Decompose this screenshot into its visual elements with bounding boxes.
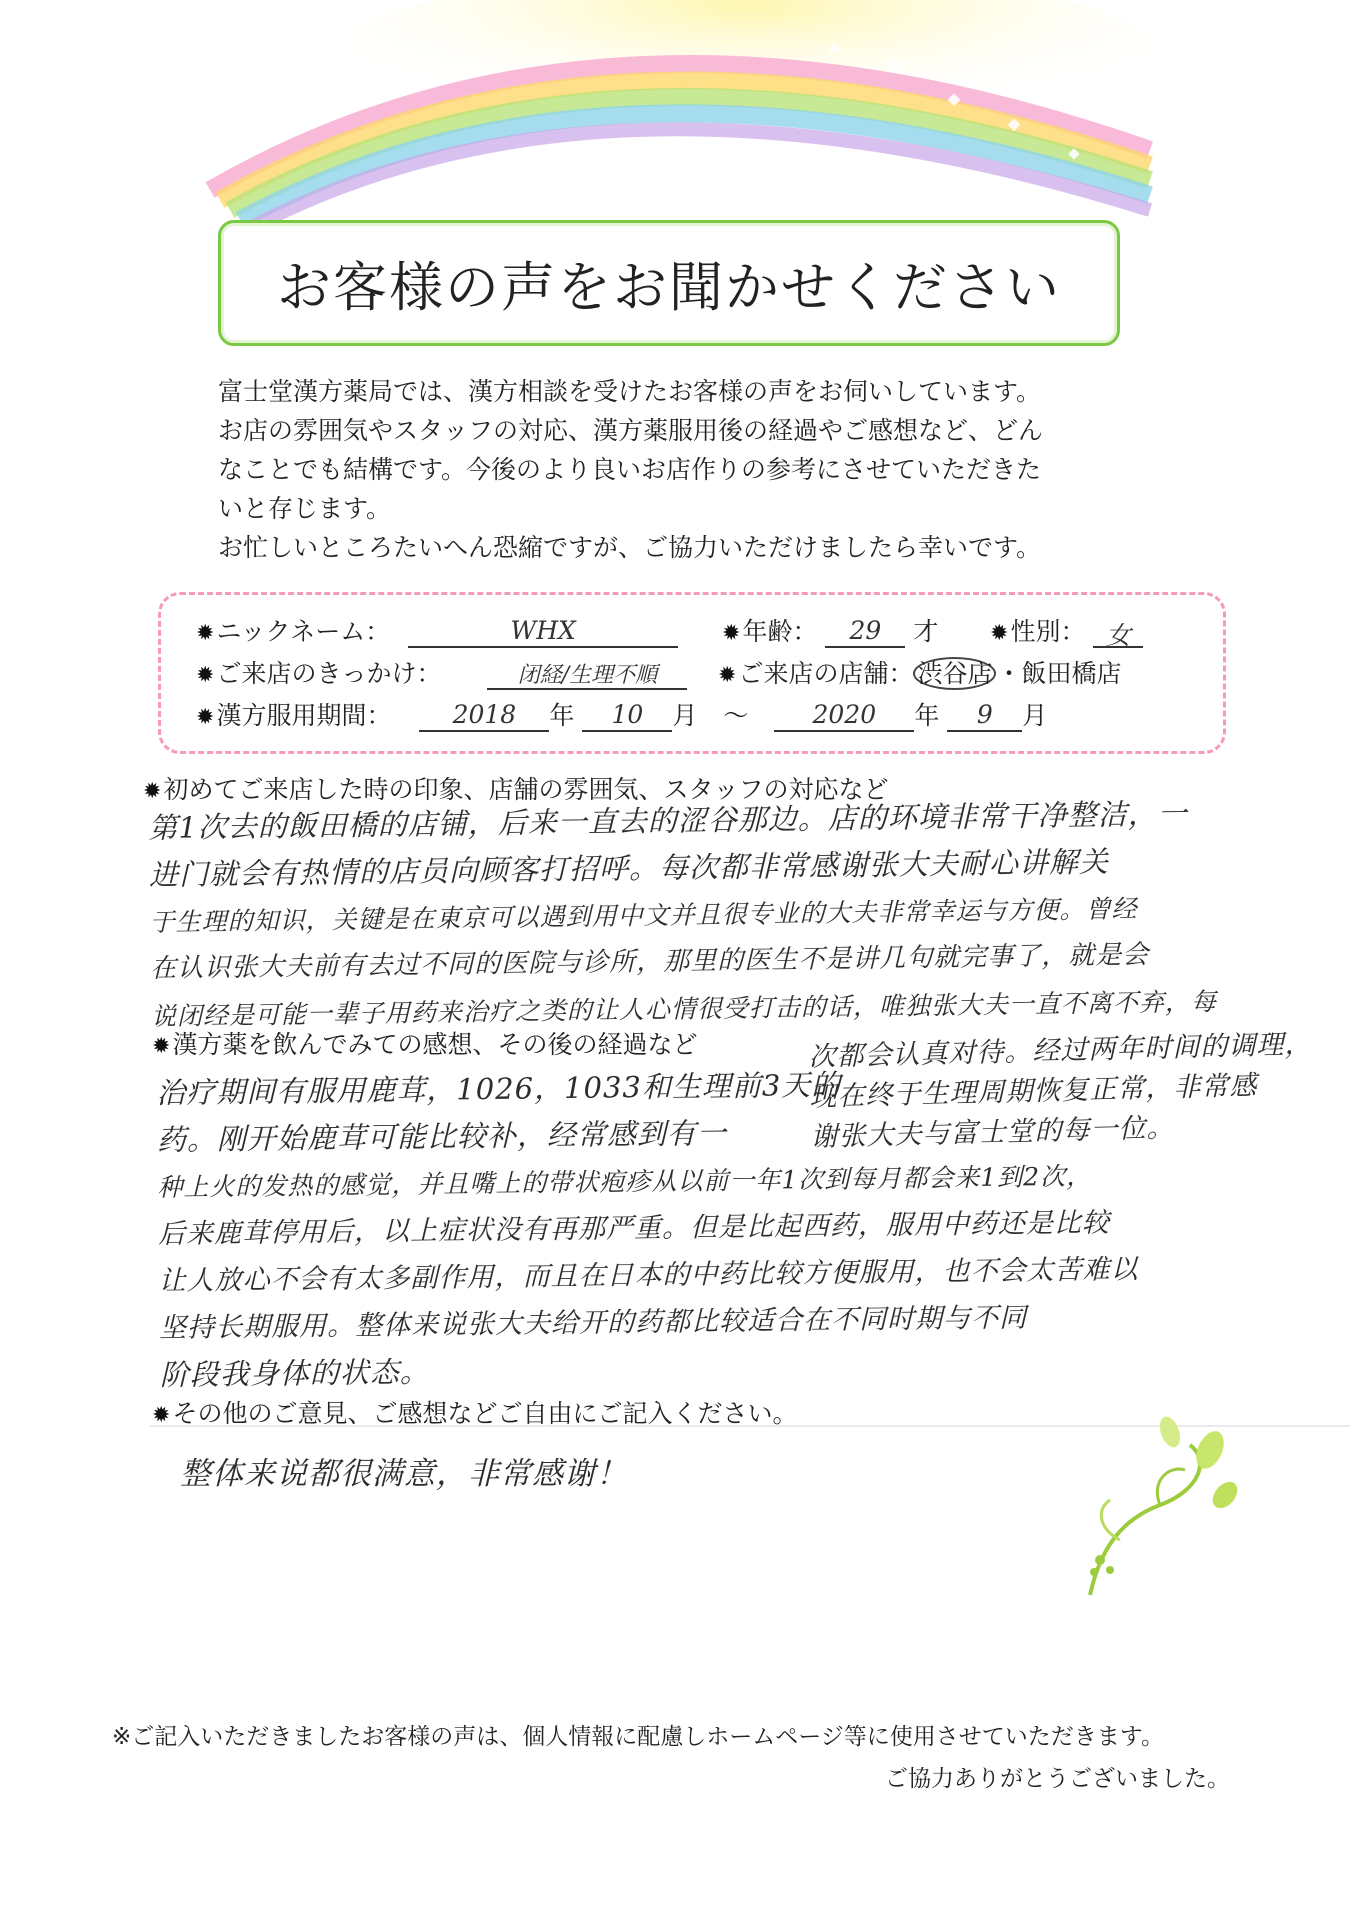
answer-line: 于生理的知识，关键是在東京可以遇到用中文并且很专业的大夫非常幸运与方便。曾经: [149, 894, 1138, 937]
store-option-iidabashi[interactable]: 飯田橋店: [1021, 659, 1122, 688]
end-month-field[interactable]: 9: [947, 700, 1022, 732]
footer-thanks: ご協力ありがとうございました。: [885, 1766, 1230, 1792]
store-option-shibuya[interactable]: 渋谷店: [913, 657, 996, 690]
maple-leaf-icon: ✹: [196, 621, 215, 646]
section3-heading: [152, 1394, 797, 1430]
trigger-field[interactable]: 闭経/生理不順: [487, 658, 687, 690]
gender-field[interactable]: 女: [1093, 616, 1143, 648]
maple-leaf-icon: ✹: [718, 663, 737, 688]
month-unit: 月: [1022, 701, 1048, 730]
intro-text: [218, 372, 1138, 567]
store-label: ご来店の店舗：: [738, 659, 914, 688]
month-unit: 月: [672, 701, 698, 730]
year-unit: 年: [914, 701, 940, 730]
nickname-label: ニックネーム：: [216, 617, 391, 646]
age-field[interactable]: 29: [825, 616, 905, 648]
answer-line: 种上火的发热的感觉，并且嘴上的带状疱疹从以前一年1次到每月都会来1到2次，: [157, 1161, 1093, 1202]
end-year-field[interactable]: 2020: [774, 700, 914, 732]
start-year-field[interactable]: 2018: [419, 700, 549, 732]
nickname-row: [196, 612, 678, 648]
start-month-field[interactable]: 10: [582, 700, 672, 732]
section3-heading-text: その他のご意見、ご感想などご自由にご記入ください。: [172, 1399, 798, 1428]
section1-heading-text: 初めてご来店した時の印象、店舗の雰囲気、スタッフの対応など: [163, 775, 889, 804]
period-row: [196, 696, 1047, 732]
section2-heading: [152, 1025, 697, 1061]
answer-line: 进门就会有热情的店员向顾客打招呼。每次都非常感谢张大夫耐心讲解关: [148, 844, 1110, 892]
intro-line: 富士堂漢方薬局では、漢方相談を受けたお客様の声をお伺いしています。: [218, 377, 1042, 406]
store-row: [718, 654, 1122, 690]
answer-line: 让人放心不会有太多副作用，而且在日本的中药比较方便服用，也不会太苦难以: [158, 1254, 1139, 1297]
period-tilde: ～: [723, 701, 749, 730]
intro-line: いと存じます。: [218, 494, 392, 523]
period-label: 漢方服用期間：: [216, 701, 392, 730]
intro-line: お店の雰囲気やスタッフの対応、漢方薬服用後の経過やご感想など、どん: [218, 416, 1044, 445]
gender-row: [990, 612, 1143, 648]
age-unit: 才: [913, 617, 939, 646]
rainbow-decoration: [190, 0, 1170, 230]
intro-line: お忙しいところたいへん恐縮ですが、ご協力いただけましたら幸いです。: [218, 533, 1042, 562]
gender-label: 性別：: [1010, 617, 1086, 646]
intro-line: なことでも結構です。今後のより良いお店作りの参考にさせていただきた: [218, 455, 1042, 484]
answer-line: 说闭经是可能一辈子用药来治疗之类的让人心情很受打击的话，唯独张大夫一直不离不弃，每: [150, 987, 1218, 1031]
trigger-label: ご来店のきっかけ：: [216, 659, 442, 688]
answer-line: 阶段我身体的状态。: [159, 1354, 430, 1392]
section2-answer: [156, 1058, 1140, 1399]
answer-line: 治疗期间有服用鹿茸，1026，1033和生理前3天的: [156, 1067, 842, 1110]
maple-leaf-icon: ✹: [196, 705, 215, 730]
maple-leaf-icon: ✹: [152, 1403, 171, 1428]
year-unit: 年: [549, 701, 575, 730]
section3-answer: 整体来说都很满意，非常感谢！: [180, 1456, 628, 1492]
maple-leaf-icon: ✹: [143, 779, 162, 804]
answer-line: 第1次去的飯田橋的店铺，后来一直去的涩谷那边。店的环境非常干净整洁，一: [148, 796, 1188, 845]
title-box: [218, 220, 1120, 346]
maple-leaf-icon: ✹: [722, 621, 741, 646]
answer-line: 在认识张大夫前有去过不同的医院与诊所，那里的医生不是讲几句就完事了，就是会: [150, 940, 1150, 984]
answer-line: 后来鹿茸停用后，以上症状没有再那严重。但是比起西药，服用中药还是比较: [157, 1207, 1111, 1250]
maple-leaf-icon: ✹: [152, 1034, 171, 1059]
answer-line: 坚持长期服用。整体来说张大夫给开的药都比较适合在不同时期与不同: [158, 1302, 1028, 1344]
section2-heading-text: 漢方薬を飲んでみての感想、その後の経過など: [172, 1030, 698, 1059]
footer-note: ※ご記入いただきましたお客様の声は、個人情報に配慮しホームページ等に使用させていただきます。: [112, 1724, 1164, 1750]
trigger-row: [196, 654, 687, 690]
maple-leaf-icon: ✹: [990, 621, 1009, 646]
answer-line: 次都会认真对待。经过两年时间的调理，: [808, 1028, 1313, 1073]
nickname-field[interactable]: WHX: [408, 616, 678, 648]
answer-line: 药。刚开始鹿茸可能比较补，经常感到有一: [156, 1116, 728, 1157]
answer-line: 现在终于生理周期恢复正常，非常感: [809, 1070, 1258, 1113]
answer-line: 谢张大夫与富士堂的每一位。: [810, 1112, 1175, 1153]
age-row: [722, 612, 938, 648]
maple-leaf-icon: ✹: [196, 663, 215, 688]
vine-icon: [1060, 1410, 1240, 1600]
page-title: お客様の声をお聞かせください: [277, 255, 1061, 319]
section1-answer: [148, 790, 1217, 1040]
store-separator: ・: [996, 659, 1022, 688]
age-label: 年齢：: [742, 617, 818, 646]
